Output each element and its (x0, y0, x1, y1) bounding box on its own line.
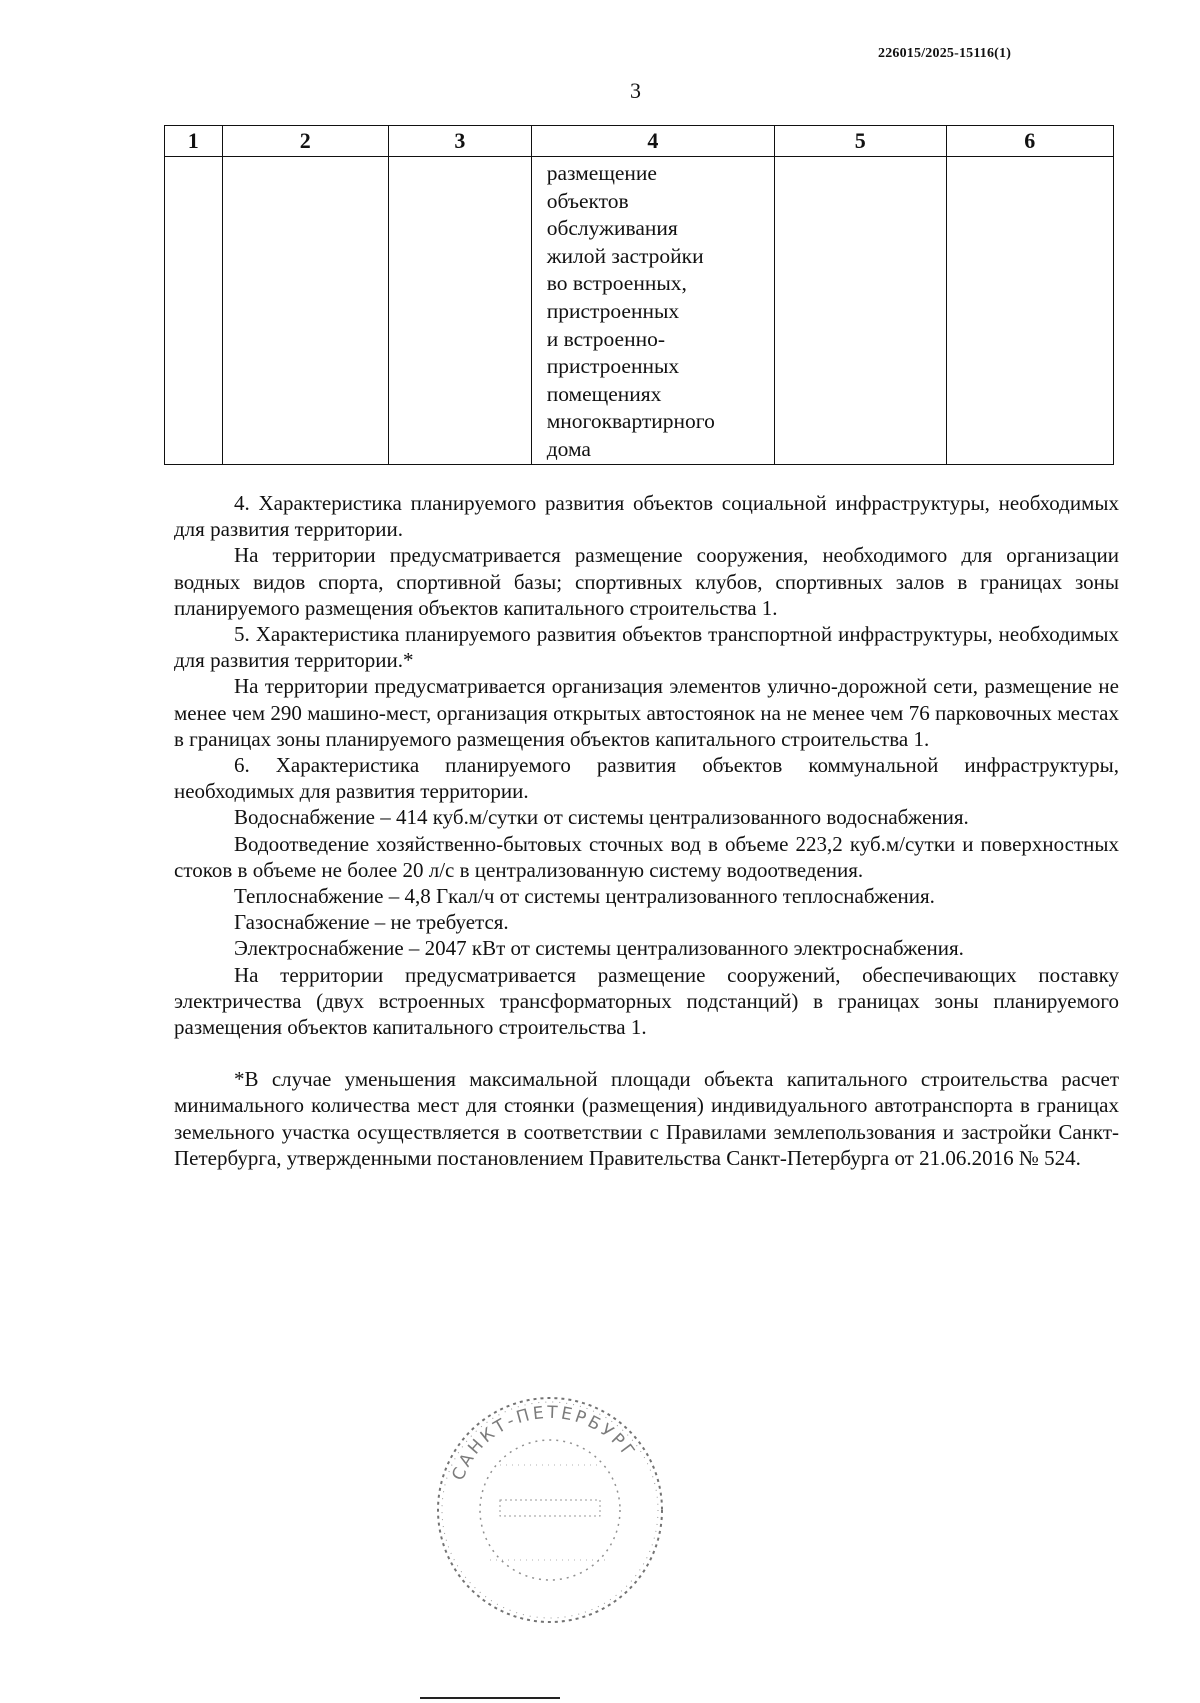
table-header-cell: 5 (775, 126, 946, 157)
footnote: *В случае уменьшения максимальной площади объекта капитального строительства расчет минимального количества мест для стоянки (размещения) индивидуального автотранспорта в границах земельного участка осуществляется в соответствии с Правилами землепользования и застройки Санкт-Петербурга, утвержденными постановлением Правительства Санкт-Петербурга от 21.06.2016 № 524. (174, 1067, 1119, 1170)
table-header-cell: 3 (389, 126, 532, 157)
heat-supply-text: Теплоснабжение – 4,8 Гкал/ч от системы централизованного теплоснабжения. (234, 884, 935, 909)
table-cell (222, 157, 388, 465)
power-supply-text: Электроснабжение – 2047 кВт от системы централизованного электроснабжения. (234, 936, 964, 961)
cell-text-line: дома (546, 436, 591, 461)
cell-text-line: объектов (546, 188, 629, 213)
table-cell (389, 157, 532, 465)
cell-text-line: жилой застройки (546, 243, 704, 268)
section-5-text: На территории предусматривается организация элементов улично-дорожной сети, размещение не менее чем 290 машино-мест, организация открытых автостоянок на не менее чем 76 парковочных местах в границах зоны планируемого размещения объектов капитального строительства 1. (174, 674, 1119, 751)
cell-text-line: многоквартирного (546, 409, 715, 434)
cell-text-line: пристроенных (546, 354, 680, 379)
section-5-heading: 5. Характеристика планируемого развития объектов транспортной инфраструктуры, необходимых для развития территории.* (174, 622, 1119, 673)
document-number: 226015/2025-15116(1) (878, 46, 1012, 61)
document-body (174, 490, 1119, 1171)
section-4-text: На территории предусматривается размещение сооружения, необходимого для организации водных видов спорта, спортивной базы; спортивных клубов, спортивных залов в границах зоны планируемого размещения объектов капитального строительства 1. (174, 543, 1119, 620)
table-cell (775, 157, 946, 465)
substation-text: На территории предусматривается размещение сооружений, обеспечивающих поставку электричества (двух встроенных трансформаторных подстанций) в границах зоны планируемого размещения объектов капитального строительства 1. (174, 962, 1119, 1040)
table-cell (165, 157, 223, 465)
seal-outer-text: САНКТ-ПЕТЕРБУРГ (448, 1402, 640, 1484)
signature-line (420, 1697, 560, 1699)
section-6-heading: 6. Характеристика планируемого развития объектов коммунальной инфраструктуры, необходимых для развития территории. (174, 753, 1119, 804)
table-row (165, 157, 1114, 465)
svg-text:САНКТ-ПЕТЕРБУРГ (448, 1403, 639, 1484)
table-header-cell: 6 (946, 126, 1114, 157)
cell-text-line: размещение (546, 161, 657, 185)
gas-supply-text: Газоснабжение – не требуется. (234, 910, 509, 935)
drainage-text: Водоотведение хозяйственно-бытовых сточных вод в объеме 223,2 куб.м/сутки и поверхностных стоков в объеме не более 20 л/с в централизованную систему водоотведения. (174, 831, 1119, 882)
cell-text-line: помещениях (546, 381, 662, 406)
cell-text-line: обслуживания (546, 216, 678, 241)
cell-text-line: и встроенно- (546, 326, 666, 351)
spec-table (164, 125, 1114, 465)
cell-text-line: во встроенных, (546, 271, 687, 296)
seal-graphic (430, 1390, 670, 1630)
official-seal-icon (430, 1390, 670, 1630)
cell-text-line: пристроенных (546, 298, 680, 323)
table-cell-use-description (531, 157, 774, 465)
table-header-cell: 2 (222, 126, 388, 157)
table-header-cell: 1 (165, 126, 223, 157)
page-number: 3 (630, 78, 641, 103)
table-cell (946, 157, 1114, 465)
section-4-heading: 4. Характеристика планируемого развития объектов социальной инфраструктуры, необходимых для развития территории. (174, 491, 1119, 542)
table-header-cell: 4 (531, 126, 774, 157)
table-header-row (165, 126, 1114, 157)
water-supply-text: Водоснабжение – 414 куб.м/сутки от системы централизованного водоснабжения. (234, 805, 969, 830)
